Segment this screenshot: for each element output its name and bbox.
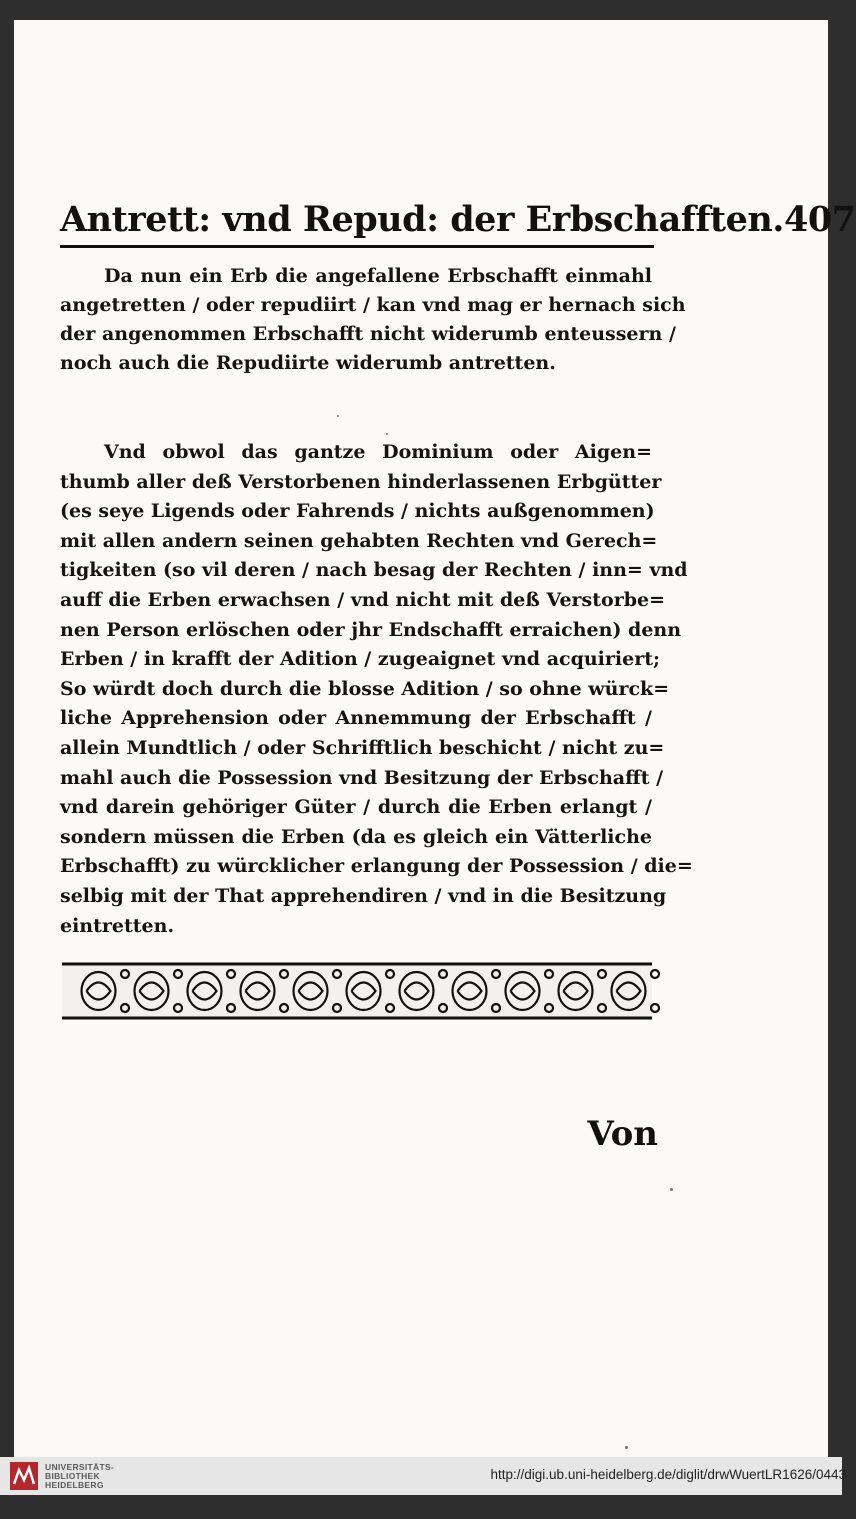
text-line: Erbschafft) zu würcklicher erlangung der Possession / die= (60, 855, 693, 878)
text-line: Da nun ein Erb die angefallene Erbschafft einmahl (104, 265, 652, 287)
scan-speck (670, 1188, 673, 1191)
scan-speck (337, 415, 339, 417)
text-line: sondern müssen die Erben (da es gleich ein Vätterliche (60, 825, 652, 848)
text-line: mahl auch die Possession vnd Besitzung der Erbschafft / (60, 766, 664, 789)
running-head-rule (60, 245, 654, 248)
text-line: Vnd obwol das gantze Dominium oder Aigen= (104, 441, 652, 463)
text-line: (es seye Ligends oder Fahrends / nichts außgenommen) (60, 500, 655, 523)
text-line: Erben / in krafft der Adition / zugeaignet vnd acquiriert; (60, 648, 661, 671)
university-library-logo-icon[interactable] (10, 1462, 38, 1490)
text-line: noch auch die Repudiirte widerumb antretten. (60, 352, 556, 374)
page-number: 407 (784, 199, 856, 240)
source-url-link[interactable]: http://digi.ub.uni-heidelberg.de/diglit/drwWuertLR1626/0443 (490, 1467, 846, 1482)
text-line: vnd darein gehöriger Güter / durch die Erben erlangt / (60, 796, 652, 819)
text-line: allein Mundtlich / oder Schrifftlich beschicht / nicht zu= (60, 736, 665, 759)
university-library-logo-text[interactable] (45, 1463, 114, 1490)
logo-line: BIBLIOTHEK (45, 1471, 100, 1481)
logo-line: HEIDELBERG (45, 1480, 104, 1490)
catchword: Von (587, 1114, 658, 1154)
text-line: thumb aller deß Verstorbenen hinderlassenen Erbgütter (60, 470, 662, 493)
text-line: tigkeiten (so vil deren / nach besag der Rechten / inn= vnd (60, 559, 688, 582)
text-line: mit allen andern seinen gehabten Rechten vnd Gerech= (60, 529, 658, 552)
text-line: nen Person erlöschen oder jhr Endschafft erraichen) denn (60, 618, 682, 641)
text-line: angetretten / oder repudiirt / kan vnd mag er hernach sich (60, 294, 686, 316)
paragraph-1 (60, 262, 686, 378)
text-line: So würdt doch durch die blosse Adition / so ohne würck= (60, 677, 670, 700)
printers-ornament-border-icon (62, 962, 652, 1020)
text-line: selbig mit der That apprehendiren / vnd in die Besitzung (60, 884, 667, 907)
scan-speck (386, 433, 388, 435)
scan-speck (625, 1446, 628, 1449)
paragraph-2 (60, 438, 693, 941)
running-head-title: Antrett: vnd Repud: der Erbschafften. (60, 199, 784, 240)
logo-line: UNIVERSITÄTS- (45, 1462, 115, 1472)
text-line: der angenommen Erbschafft nicht widerumb enteussern / (60, 323, 676, 345)
text-line: liche Apprehension oder Annemmung der Erbschafft / (60, 707, 652, 730)
running-head (60, 196, 856, 244)
text-line: auff die Erben erwachsen / vnd nicht mit deß Verstorbe= (60, 588, 665, 611)
text-line: eintretten. (60, 914, 175, 937)
